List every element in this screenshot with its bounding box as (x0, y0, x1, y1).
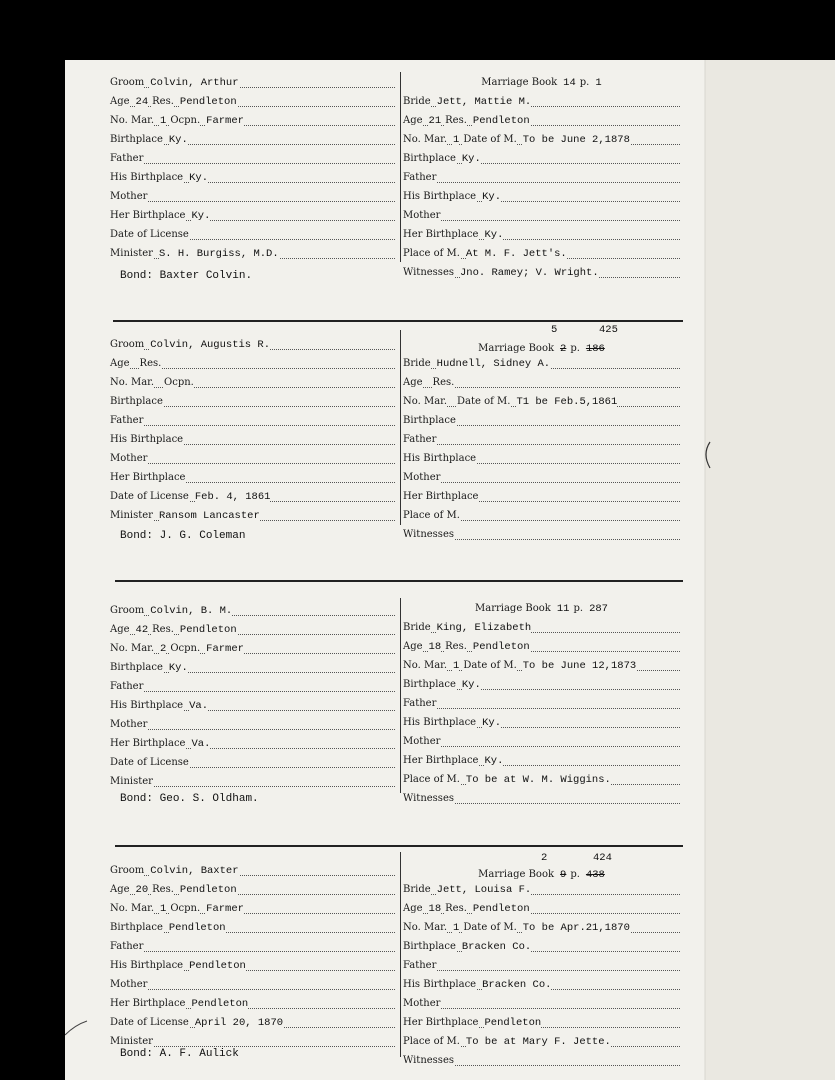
record-card (110, 598, 680, 833)
father-row (403, 693, 680, 712)
birthplace-row (403, 148, 680, 167)
witnesses-row (403, 1050, 680, 1069)
groom-label: Groom (110, 77, 145, 88)
groom-column (110, 860, 395, 1050)
no-mar-value: 1 (453, 660, 460, 672)
her-birthplace-label: Her Birthplace (403, 229, 479, 240)
mother-row (403, 205, 680, 224)
age-row (110, 353, 395, 372)
license-date-label: Date of License (110, 1017, 189, 1028)
age-row (110, 619, 395, 638)
license-date-row (110, 224, 395, 243)
no-mar-label: No. Mar. (110, 377, 155, 388)
his-birthplace-label: His Birthplace (403, 191, 477, 202)
res-value: Pendleton (179, 884, 237, 896)
no-mar-row (110, 110, 395, 129)
father-row (403, 429, 680, 448)
bond-value: J. G. Coleman (159, 530, 246, 542)
groom-row (110, 72, 395, 91)
birthplace-value: Ky. (461, 153, 481, 165)
bond-value: A. F. Aulick (159, 1048, 239, 1060)
minister-label: Minister (110, 510, 153, 521)
date-of-m-value: To be June 2,1878 (522, 134, 630, 146)
birthplace-label: Birthplace (110, 922, 163, 933)
res-label: Res. (445, 115, 467, 126)
minister-value: Ransom Lancaster (158, 510, 260, 522)
record-card (110, 324, 680, 565)
minister-label: Minister (110, 1036, 153, 1047)
birthplace-label: Birthplace (110, 396, 163, 407)
ocpn-value: Farmer (206, 643, 244, 655)
mother-row (110, 974, 395, 993)
bride-column (403, 598, 680, 807)
license-date-value: April 20, 1870 (194, 1017, 284, 1029)
his-birthplace-row (403, 186, 680, 205)
ocpn-value: Farmer (206, 115, 244, 127)
no-mar-value: 1 (453, 922, 460, 934)
birthplace-label: Birthplace (403, 941, 456, 952)
book-correction: 2 (541, 852, 548, 864)
groom-row (110, 334, 395, 353)
no-mar-label: No. Mar. (403, 396, 448, 407)
place-of-m-value: To be at W. M. Wiggins. (465, 774, 611, 786)
minister-label: Minister (110, 248, 153, 259)
age-label: Age (403, 115, 423, 126)
bond-value: Geo. S. Oldham. (159, 793, 259, 805)
minister-value: S. H. Burgiss, M.D. (158, 248, 279, 260)
scanned-page (65, 60, 835, 1080)
her-birthplace-row (403, 486, 680, 505)
his-birthplace-row (110, 429, 395, 448)
his-birthplace-value: Bracken Co. (482, 979, 552, 991)
witnesses-label: Witnesses (403, 529, 454, 540)
bride-column (403, 72, 680, 281)
mother-row (110, 714, 395, 733)
her-birthplace-row (110, 205, 395, 224)
mother-label: Mother (110, 453, 148, 464)
birthplace-row (403, 936, 680, 955)
res-label: Res. (139, 358, 162, 369)
birthplace-row (110, 129, 395, 148)
witnesses-row (403, 262, 680, 281)
his-birthplace-value: Va. (189, 700, 209, 712)
groom-value: Colvin, Baxter (150, 865, 239, 877)
page-correction: 424 (593, 852, 612, 864)
father-label: Father (403, 698, 437, 709)
no-mar-label: No. Mar. (403, 660, 448, 671)
witnesses-label: Witnesses (403, 267, 454, 278)
minister-row (110, 243, 395, 262)
her-birthplace-value: Ky. (484, 229, 504, 241)
no-mar-label: No. Mar. (110, 643, 155, 654)
no-mar-value: 1 (453, 134, 460, 146)
his-birthplace-value: Pendleton (189, 960, 246, 972)
bride-row (403, 91, 680, 110)
his-birthplace-row (403, 974, 680, 993)
marriage-book-label: Marriage Book (478, 343, 555, 354)
age-row (403, 898, 680, 917)
his-birthplace-label: His Birthplace (403, 717, 477, 728)
groom-column (110, 72, 395, 262)
bride-row (403, 617, 680, 636)
age-label: Age (403, 377, 423, 388)
license-date-label: Date of License (110, 491, 189, 502)
minister-row (110, 771, 395, 790)
birthplace-row (110, 391, 395, 410)
bond-line (120, 270, 252, 282)
license-date-value: Feb. 4, 1861 (194, 491, 271, 503)
his-birthplace-value: Ky. (189, 172, 209, 184)
no-mar-value: 2 (160, 643, 167, 655)
book-number: 2 (560, 343, 567, 355)
place-of-m-value: To be at Mary F. Jette. (465, 1036, 611, 1048)
bond-line (120, 530, 245, 542)
page-number: 1 (595, 77, 602, 89)
res-label: Res. (152, 884, 174, 895)
marriage-book-row (403, 324, 680, 355)
marriage-book-label: Marriage Book (475, 603, 551, 614)
groom-label: Groom (110, 339, 145, 350)
no-mar-row (403, 917, 680, 936)
birthplace-value: Ky. (168, 134, 188, 146)
date-of-m-value: T1 be Feb.5,1861 (516, 396, 618, 408)
column-divider (400, 598, 401, 793)
mother-row (403, 731, 680, 750)
date-of-m-label: Date of M. (463, 660, 517, 671)
witnesses-label: Witnesses (403, 1055, 454, 1066)
age-label: Age (110, 884, 130, 895)
divider-line (113, 320, 683, 322)
record-card (110, 852, 680, 1080)
bride-value: Jett, Louisa F. (436, 884, 532, 896)
her-birthplace-label: Her Birthplace (403, 1017, 479, 1028)
minister-row (110, 505, 395, 524)
column-divider (400, 330, 401, 525)
bond-line (120, 793, 259, 805)
father-label: Father (110, 415, 144, 426)
his-birthplace-row (110, 695, 395, 714)
place-of-m-row (403, 505, 680, 524)
place-of-m-label: Place of M. (403, 510, 460, 521)
bride-value: King, Elizabeth (436, 622, 532, 634)
no-mar-row (110, 638, 395, 657)
witnesses-row (403, 524, 680, 543)
no-mar-label: No. Mar. (403, 922, 448, 933)
age-value: 21 (428, 115, 442, 127)
groom-value: Colvin, Arthur (150, 77, 239, 89)
age-row (403, 372, 680, 391)
groom-value: Colvin, Augustis R. (150, 339, 271, 351)
column-divider (400, 852, 401, 1057)
mother-row (403, 993, 680, 1012)
father-row (110, 936, 395, 955)
place-of-m-value: At M. F. Jett's. (465, 248, 567, 260)
her-birthplace-value: Ky. (191, 210, 211, 222)
book-number: 11 (556, 603, 570, 615)
no-mar-row (110, 372, 395, 391)
mother-label: Mother (403, 998, 441, 1009)
marriage-book-row (403, 72, 680, 91)
bride-value: Jett, Mattie M. (436, 96, 532, 108)
her-birthplace-label: Her Birthplace (110, 210, 186, 221)
mother-label: Mother (110, 719, 148, 730)
age-label: Age (110, 358, 130, 369)
res-label: Res. (432, 377, 455, 388)
her-birthplace-row (110, 733, 395, 752)
license-date-label: Date of License (110, 757, 189, 768)
bond-label: Bond: (120, 530, 154, 542)
bride-label: Bride (403, 96, 431, 107)
record-card (110, 72, 680, 307)
ocpn-label: Ocpn. (170, 643, 201, 654)
ocpn-label: Ocpn. (170, 115, 201, 126)
no-mar-label: No. Mar. (110, 903, 155, 914)
age-value: 24 (135, 96, 149, 108)
his-birthplace-label: His Birthplace (403, 979, 477, 990)
bond-label: Bond: (120, 1048, 154, 1060)
res-label: Res. (152, 96, 174, 107)
witnesses-label: Witnesses (403, 793, 454, 804)
birthplace-label: Birthplace (403, 415, 456, 426)
father-row (110, 676, 395, 695)
her-birthplace-value: Pendleton (484, 1017, 542, 1029)
his-birthplace-row (110, 167, 395, 186)
bride-label: Bride (403, 358, 431, 369)
bond-value: Baxter Colvin. (159, 270, 253, 282)
witnesses-value: Jno. Ramey; V. Wright. (460, 267, 599, 279)
book-number: 14 (563, 77, 576, 89)
bride-row (403, 879, 680, 898)
age-row (110, 91, 395, 110)
divider-line (115, 845, 683, 847)
father-row (110, 148, 395, 167)
no-mar-row (110, 898, 395, 917)
groom-value: Colvin, B. M. (150, 605, 233, 617)
birthplace-row (403, 674, 680, 693)
no-mar-label: No. Mar. (110, 115, 155, 126)
bond-line (120, 1048, 239, 1060)
marriage-book-label: Marriage Book (478, 869, 555, 880)
mother-label: Mother (110, 979, 148, 990)
license-date-row (110, 752, 395, 771)
birthplace-label: Birthplace (403, 679, 456, 690)
her-birthplace-row (403, 224, 680, 243)
minister-label: Minister (110, 776, 153, 787)
groom-column (110, 334, 395, 524)
her-birthplace-value: Va. (191, 738, 211, 750)
age-label: Age (110, 624, 130, 635)
his-birthplace-label: His Birthplace (110, 172, 184, 183)
bride-column (403, 324, 680, 543)
age-row (403, 636, 680, 655)
his-birthplace-row (403, 448, 680, 467)
bride-column (403, 852, 680, 1069)
marriage-book-row (403, 852, 680, 879)
bond-label: Bond: (120, 270, 154, 282)
place-of-m-label: Place of M. (403, 1036, 460, 1047)
place-of-m-row (403, 769, 680, 788)
her-birthplace-value: Pendleton (191, 998, 249, 1010)
mother-label: Mother (403, 736, 441, 747)
bond-label: Bond: (120, 793, 154, 805)
birthplace-value: Ky. (461, 679, 481, 691)
place-of-m-row (403, 243, 680, 262)
license-date-row (110, 486, 395, 505)
father-row (110, 410, 395, 429)
bride-value: Hudnell, Sidney A. (436, 358, 551, 370)
her-birthplace-row (403, 750, 680, 769)
birthplace-row (110, 917, 395, 936)
her-birthplace-label: Her Birthplace (110, 472, 186, 483)
page-label: p. (579, 77, 590, 88)
father-label: Father (403, 172, 437, 183)
age-row (110, 879, 395, 898)
his-birthplace-label: His Birthplace (110, 700, 184, 711)
page-number: 186 (585, 343, 605, 355)
father-label: Father (110, 941, 144, 952)
her-birthplace-value: Ky. (484, 755, 504, 767)
her-birthplace-row (110, 993, 395, 1012)
age-value: 20 (135, 884, 149, 896)
no-mar-value: 1 (160, 903, 167, 915)
res-label: Res. (152, 624, 174, 635)
ocpn-value: Farmer (206, 903, 244, 915)
his-birthplace-label: His Birthplace (110, 960, 184, 971)
date-of-m-value: To be June 12,1873 (522, 660, 637, 672)
license-date-row (110, 1012, 395, 1031)
date-of-m-label: Date of M. (457, 396, 511, 407)
birthplace-value: Ky. (168, 662, 188, 674)
res-value: Pendleton (472, 115, 530, 127)
groom-row (110, 600, 395, 619)
mother-row (110, 448, 395, 467)
age-label: Age (403, 903, 423, 914)
age-value: 18 (428, 641, 442, 653)
father-label: Father (403, 960, 437, 971)
birthplace-row (110, 657, 395, 676)
no-mar-label: No. Mar. (403, 134, 448, 145)
page-label: p. (573, 603, 584, 614)
his-birthplace-row (110, 955, 395, 974)
age-value: 42 (135, 624, 149, 636)
his-birthplace-label: His Birthplace (403, 453, 477, 464)
her-birthplace-label: Her Birthplace (110, 738, 186, 749)
father-label: Father (110, 153, 144, 164)
father-label: Father (403, 434, 437, 445)
page-number: 438 (585, 869, 605, 881)
no-mar-value: 1 (160, 115, 167, 127)
birthplace-label: Birthplace (110, 134, 163, 145)
ocpn-label: Ocpn. (170, 903, 201, 914)
birthplace-label: Birthplace (403, 153, 456, 164)
res-value: Pendleton (179, 96, 237, 108)
marriage-book-label: Marriage Book (481, 77, 558, 88)
birthplace-value: Pendleton (168, 922, 226, 934)
column-divider (400, 72, 401, 262)
res-value: Pendleton (472, 641, 530, 653)
groom-column (110, 600, 395, 790)
ocpn-label: Ocpn. (164, 377, 194, 388)
groom-label: Groom (110, 865, 145, 876)
birthplace-label: Birthplace (110, 662, 163, 673)
groom-row (110, 860, 395, 879)
birthplace-value: Bracken Co. (461, 941, 532, 953)
book-number: 9 (560, 869, 567, 881)
place-of-m-label: Place of M. (403, 248, 460, 259)
date-of-m-value: To be Apr.21,1870 (522, 922, 630, 934)
place-of-m-label: Place of M. (403, 774, 460, 785)
father-row (403, 167, 680, 186)
page-number: 287 (589, 603, 608, 615)
her-birthplace-label: Her Birthplace (403, 491, 479, 502)
no-mar-row (403, 391, 680, 410)
bride-row (403, 353, 680, 372)
page-correction: 425 (599, 324, 618, 336)
book-correction: 5 (551, 324, 558, 336)
father-label: Father (110, 681, 144, 692)
date-of-m-label: Date of M. (463, 134, 517, 145)
his-birthplace-row (403, 712, 680, 731)
father-row (403, 955, 680, 974)
res-value: Pendleton (472, 903, 530, 915)
mother-row (110, 186, 395, 205)
divider-line (115, 580, 683, 582)
mother-label: Mother (403, 472, 441, 483)
mother-label: Mother (110, 191, 148, 202)
age-label: Age (110, 96, 130, 107)
res-value: Pendleton (179, 624, 237, 636)
res-label: Res. (445, 641, 467, 652)
mother-row (403, 467, 680, 486)
bride-label: Bride (403, 884, 431, 895)
her-birthplace-label: Her Birthplace (403, 755, 479, 766)
mother-label: Mother (403, 210, 441, 221)
res-label: Res. (445, 903, 467, 914)
birthplace-row (403, 410, 680, 429)
his-birthplace-label: His Birthplace (110, 434, 184, 445)
her-birthplace-row (110, 467, 395, 486)
age-value: 18 (428, 903, 442, 915)
no-mar-row (403, 655, 680, 674)
license-date-label: Date of License (110, 229, 189, 240)
her-birthplace-label: Her Birthplace (110, 998, 186, 1009)
her-birthplace-row (403, 1012, 680, 1031)
date-of-m-label: Date of M. (463, 922, 517, 933)
marriage-book-row (403, 598, 680, 617)
his-birthplace-value: Ky. (482, 191, 502, 203)
his-birthplace-value: Ky. (482, 717, 502, 729)
place-of-m-row (403, 1031, 680, 1050)
page-label: p. (570, 343, 580, 354)
age-row (403, 110, 680, 129)
no-mar-row (403, 129, 680, 148)
page-label: p. (570, 869, 580, 880)
age-label: Age (403, 641, 423, 652)
witnesses-row (403, 788, 680, 807)
bride-label: Bride (403, 622, 431, 633)
groom-label: Groom (110, 605, 145, 616)
